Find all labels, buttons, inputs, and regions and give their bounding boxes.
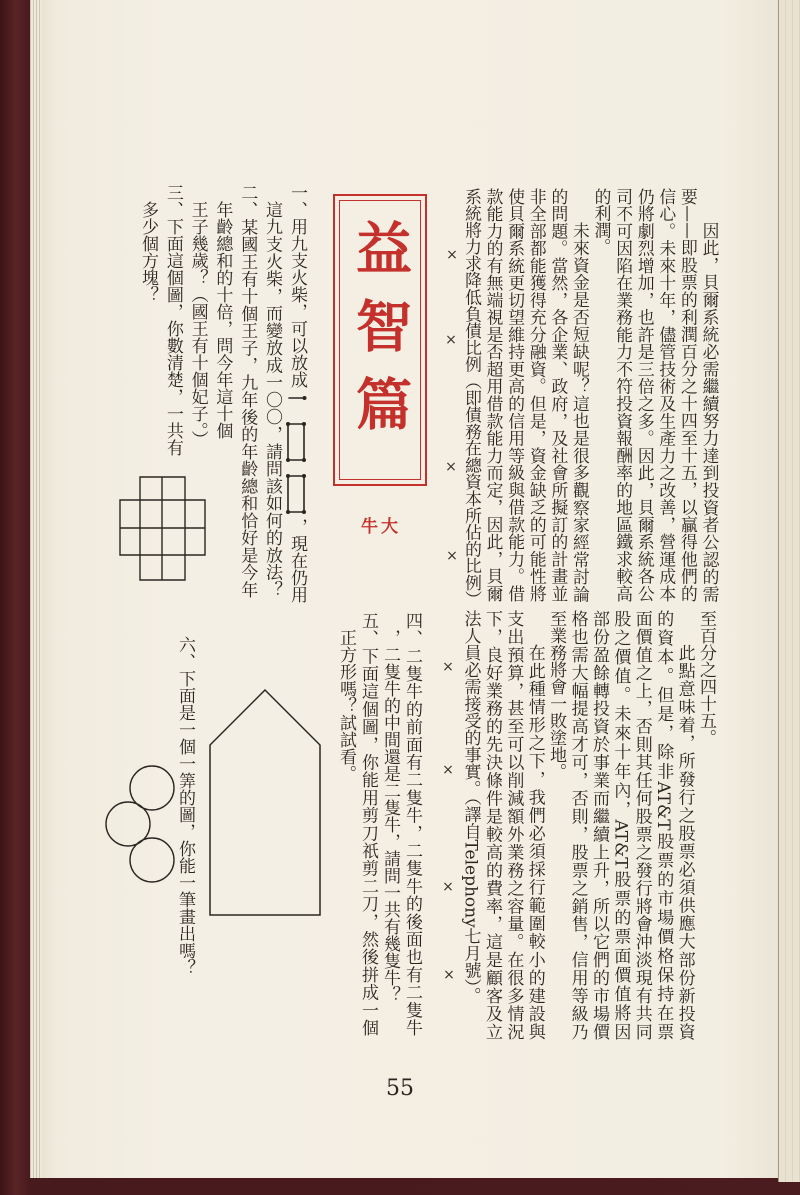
feature-author: 大牛 (357, 517, 397, 555)
square-grid-figure (115, 472, 210, 585)
section-break-mark: × (445, 459, 457, 475)
puzzles-lower-block (335, 612, 423, 1036)
puzzle-text: 王子幾歲？（國王有十個妃子。） (187, 201, 208, 448)
article-column: 的資本。但是，除非AT&T股票的市場價格保持在票 (653, 610, 674, 1040)
article-column: 要——即股票的利潤百分之十四至十五，以贏得他們的 (678, 188, 699, 602)
article-column: 此點意味着，所發行之股票必須供應大部份新投資 (674, 644, 695, 1040)
article-column: 的利潤。 (592, 188, 613, 256)
article-column: 下，良好業務的先決條件是較高的費率，這是顧客及立 (481, 610, 502, 1040)
adjacent-page-edge (778, 0, 800, 1182)
article-column: 支出預算，甚至可以削減額外業務之容量。在很多情況 (503, 610, 524, 1040)
article-column: 仍將劇烈增加，也許是三倍之多。因此，貝爾系統各公 (635, 188, 656, 602)
article-column: 非全部都能獲得充分融資。但是，資金缺乏的可能性將 (527, 188, 548, 602)
title-box-inner-frame (339, 200, 421, 480)
article-lower-block (459, 610, 716, 1040)
article-column: 格也需大幅提高才可，否則，股票之銷售，信用等級乃 (567, 610, 588, 1040)
article-column: 司不可因陷在業務能力不符投資報酬率的地區鐵求較高 (613, 188, 634, 602)
puzzle-text: 二、某國王有十個王子，九年後的年齡總和恰好是今年 (237, 184, 258, 598)
page-stack-edge (30, 0, 42, 1178)
puzzle-text: 這九支火柴，而變放成一〇〇，請問該如何的放法？ (262, 201, 282, 598)
article-column: 法人員必需接受的事實。（譯自Telephony七月號）。 (460, 610, 481, 1005)
puzzle-text: 三、下面這個圖，你數清楚，一共有 (162, 184, 183, 456)
puzzle-text: 五、下面這個圖，你能用剪刀祇剪二刀，然後拼成一個 (358, 612, 378, 1036)
title-box (333, 194, 427, 486)
section-break-mark: × (445, 332, 457, 348)
puzzle-text: 四、二隻牛的前面有二隻牛，二隻牛的後面也有二隻牛 (402, 612, 422, 1036)
section-break-mark: × (446, 247, 458, 263)
article-column: 的問題。當然，各企業、政府，及社會所擬訂的計畫並 (548, 188, 569, 602)
article-column: 使貝爾系統更切望維持更高的信用等級與借款能力。借 (505, 188, 526, 602)
puzzle-text: 正方形嗎？試試看。 (336, 629, 356, 782)
article-column: 至業務將會一敗塗地。 (546, 610, 567, 780)
article-column: 未來資金是否短缺呢？這也是很多觀察家經常討論 (570, 221, 591, 602)
article-column: 至百分之四十五。 (696, 610, 716, 746)
article-column: 款能力的有無端視是否超用借款能力而定，因此，貝爾 (484, 188, 505, 602)
article-column: 面價值之上，否則其任何股票之發行將會沖淡現有共同 (631, 610, 652, 1040)
three-circles-figure (100, 760, 190, 890)
section-break-mark: × (442, 659, 454, 675)
article-upper-block (460, 188, 720, 608)
article-column: 股之價值。未來十年內，AT&T股票的票面價值將因 (610, 610, 631, 1040)
feature-title: 益智篇 (347, 219, 413, 453)
section-break-mark: × (446, 548, 458, 564)
matchstick-figure (283, 390, 309, 516)
puzzle-1-text-tail (284, 518, 309, 608)
article-column: 系統將力求降低負債比例（即債務在總資本所佔的比例） (462, 188, 483, 608)
puzzle-1-text (284, 184, 309, 394)
article-column: 因此，貝爾系統必需繼續努力達到投資者公認的需 (700, 221, 720, 602)
section-break-mark: × (442, 879, 454, 895)
section-break-mark: × (443, 967, 455, 983)
page-number: 55 (386, 1076, 414, 1101)
puzzle-text: 多少個方塊？ (138, 201, 159, 303)
puzzle-text: 年齡總和的十倍，問今年這十個 (212, 201, 233, 439)
article-column: 在此種情形之下，我們必須採行範圍較小的建設與 (524, 644, 545, 1040)
puzzle-text: ，現在仍用 (287, 518, 307, 603)
article-column: 信心。未來十年，儘管技術及生產力之改善，營運成本 (656, 188, 677, 602)
puzzle-text: 一、用九支火柴，可以放成 (287, 184, 307, 388)
house-pentagon-figure (205, 685, 325, 920)
section-break-mark: × (442, 762, 454, 778)
puzzle-text: 六、下面是一個一筭的圖，你能一筆畫出嗎？ (175, 636, 195, 976)
article-column: 部份盈餘轉投資於事業而繼續上升，所以它們的市場價 (588, 610, 609, 1040)
puzzle-text: ，二隻牛的中間還是二隻牛，請問一共有幾隻牛？ (380, 629, 400, 1003)
